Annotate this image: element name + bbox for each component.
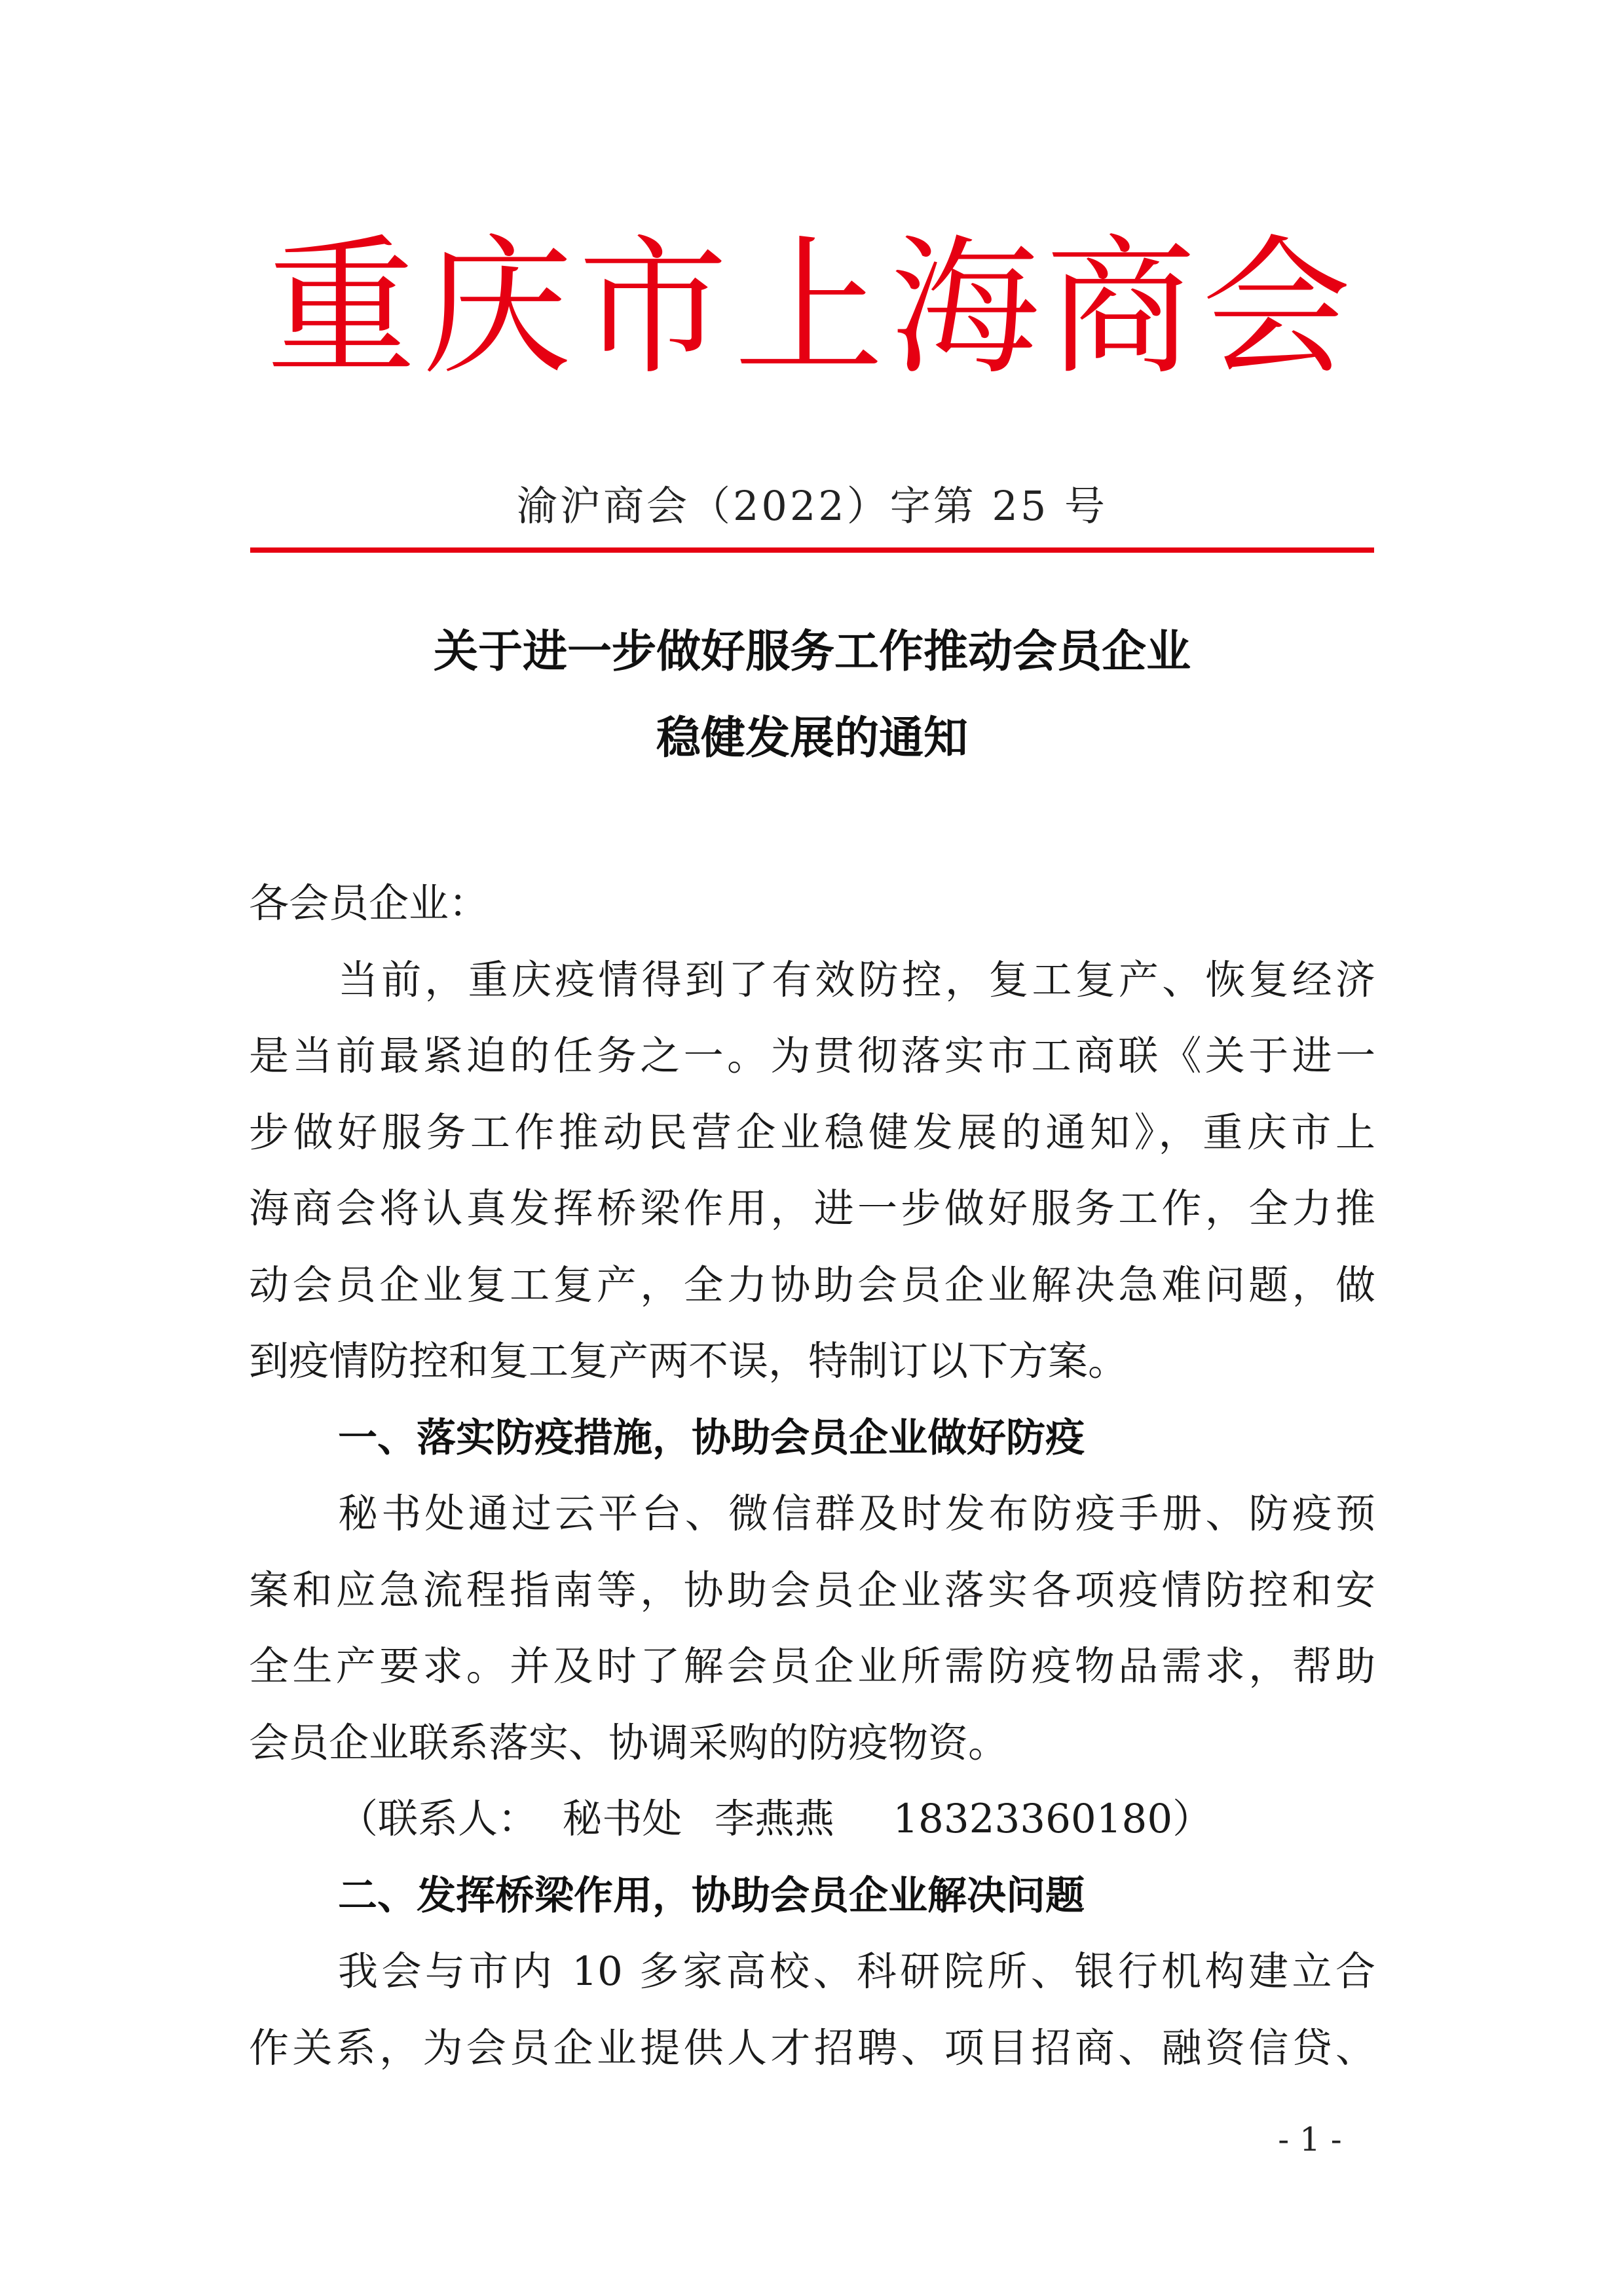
contact-phone: 18323360180）	[893, 1796, 1213, 1842]
body-line: 到疫情防控和复工复产两不误，特制订以下方案。	[249, 1338, 1129, 1384]
body-line: 案和应急流程指南等，协助会员企业落实各项疫情防控和安	[249, 1566, 1375, 1614]
body-line: 海商会将认真发挥桥梁作用，进一步做好服务工作，全力推	[249, 1185, 1375, 1232]
body-line: 会员企业联系落实、协调采购的防疫物资。	[249, 1719, 1009, 1766]
letterhead-red-rule	[250, 547, 1374, 553]
contact-open: （联系人：	[338, 1796, 538, 1842]
body-line: 秘书处通过云平台、微信群及时发布防疫手册、防疫预	[338, 1491, 1375, 1537]
contact-name: 李燕燕	[714, 1796, 834, 1842]
section-heading-1: 一、落实防疫措施，协助会员企业做好防疫	[338, 1415, 1085, 1461]
body-line: 全生产要求。并及时了解会员企业所需防疫物品需求，帮助	[249, 1643, 1375, 1690]
document-title	[249, 609, 1375, 782]
document-body	[249, 866, 1375, 2086]
page-number: - 1 -	[1278, 2120, 1342, 2158]
contact-dept: 秘书处	[562, 1796, 682, 1842]
title-line-2: 稳健发展的通知	[656, 713, 968, 764]
body-line: 是当前最紧迫的任务之一。为贯彻落实市工商联《关于进一	[249, 1033, 1375, 1079]
document-number: 渝沪商会（2022）字第 25 号	[516, 482, 1108, 530]
body-line: 动会员企业复工复产，全力协助会员企业解决急难问题，做	[249, 1261, 1375, 1308]
body-line: 当前，重庆疫情得到了有效防控，复工复产、恢复经济	[338, 956, 1375, 1003]
body-line: 步做好服务工作推动民营企业稳健发展的通知》，重庆市上	[249, 1109, 1375, 1156]
title-line-1: 关于进一步做好服务工作推动会员企业	[433, 626, 1191, 678]
contact-line	[249, 1781, 1375, 1858]
letterhead-org-name: 重庆市上海商会	[267, 221, 1358, 395]
body-line: 我会与市内 10 多家高校、科研院所、银行机构建立合	[338, 1948, 1375, 1995]
section-heading-2: 二、发挥桥梁作用，协助会员企业解决问题	[338, 1872, 1085, 1919]
salutation: 各会员企业：	[249, 880, 489, 927]
body-line: 作关系，为会员企业提供人才招聘、项目招商、融资信贷、	[249, 2024, 1375, 2071]
